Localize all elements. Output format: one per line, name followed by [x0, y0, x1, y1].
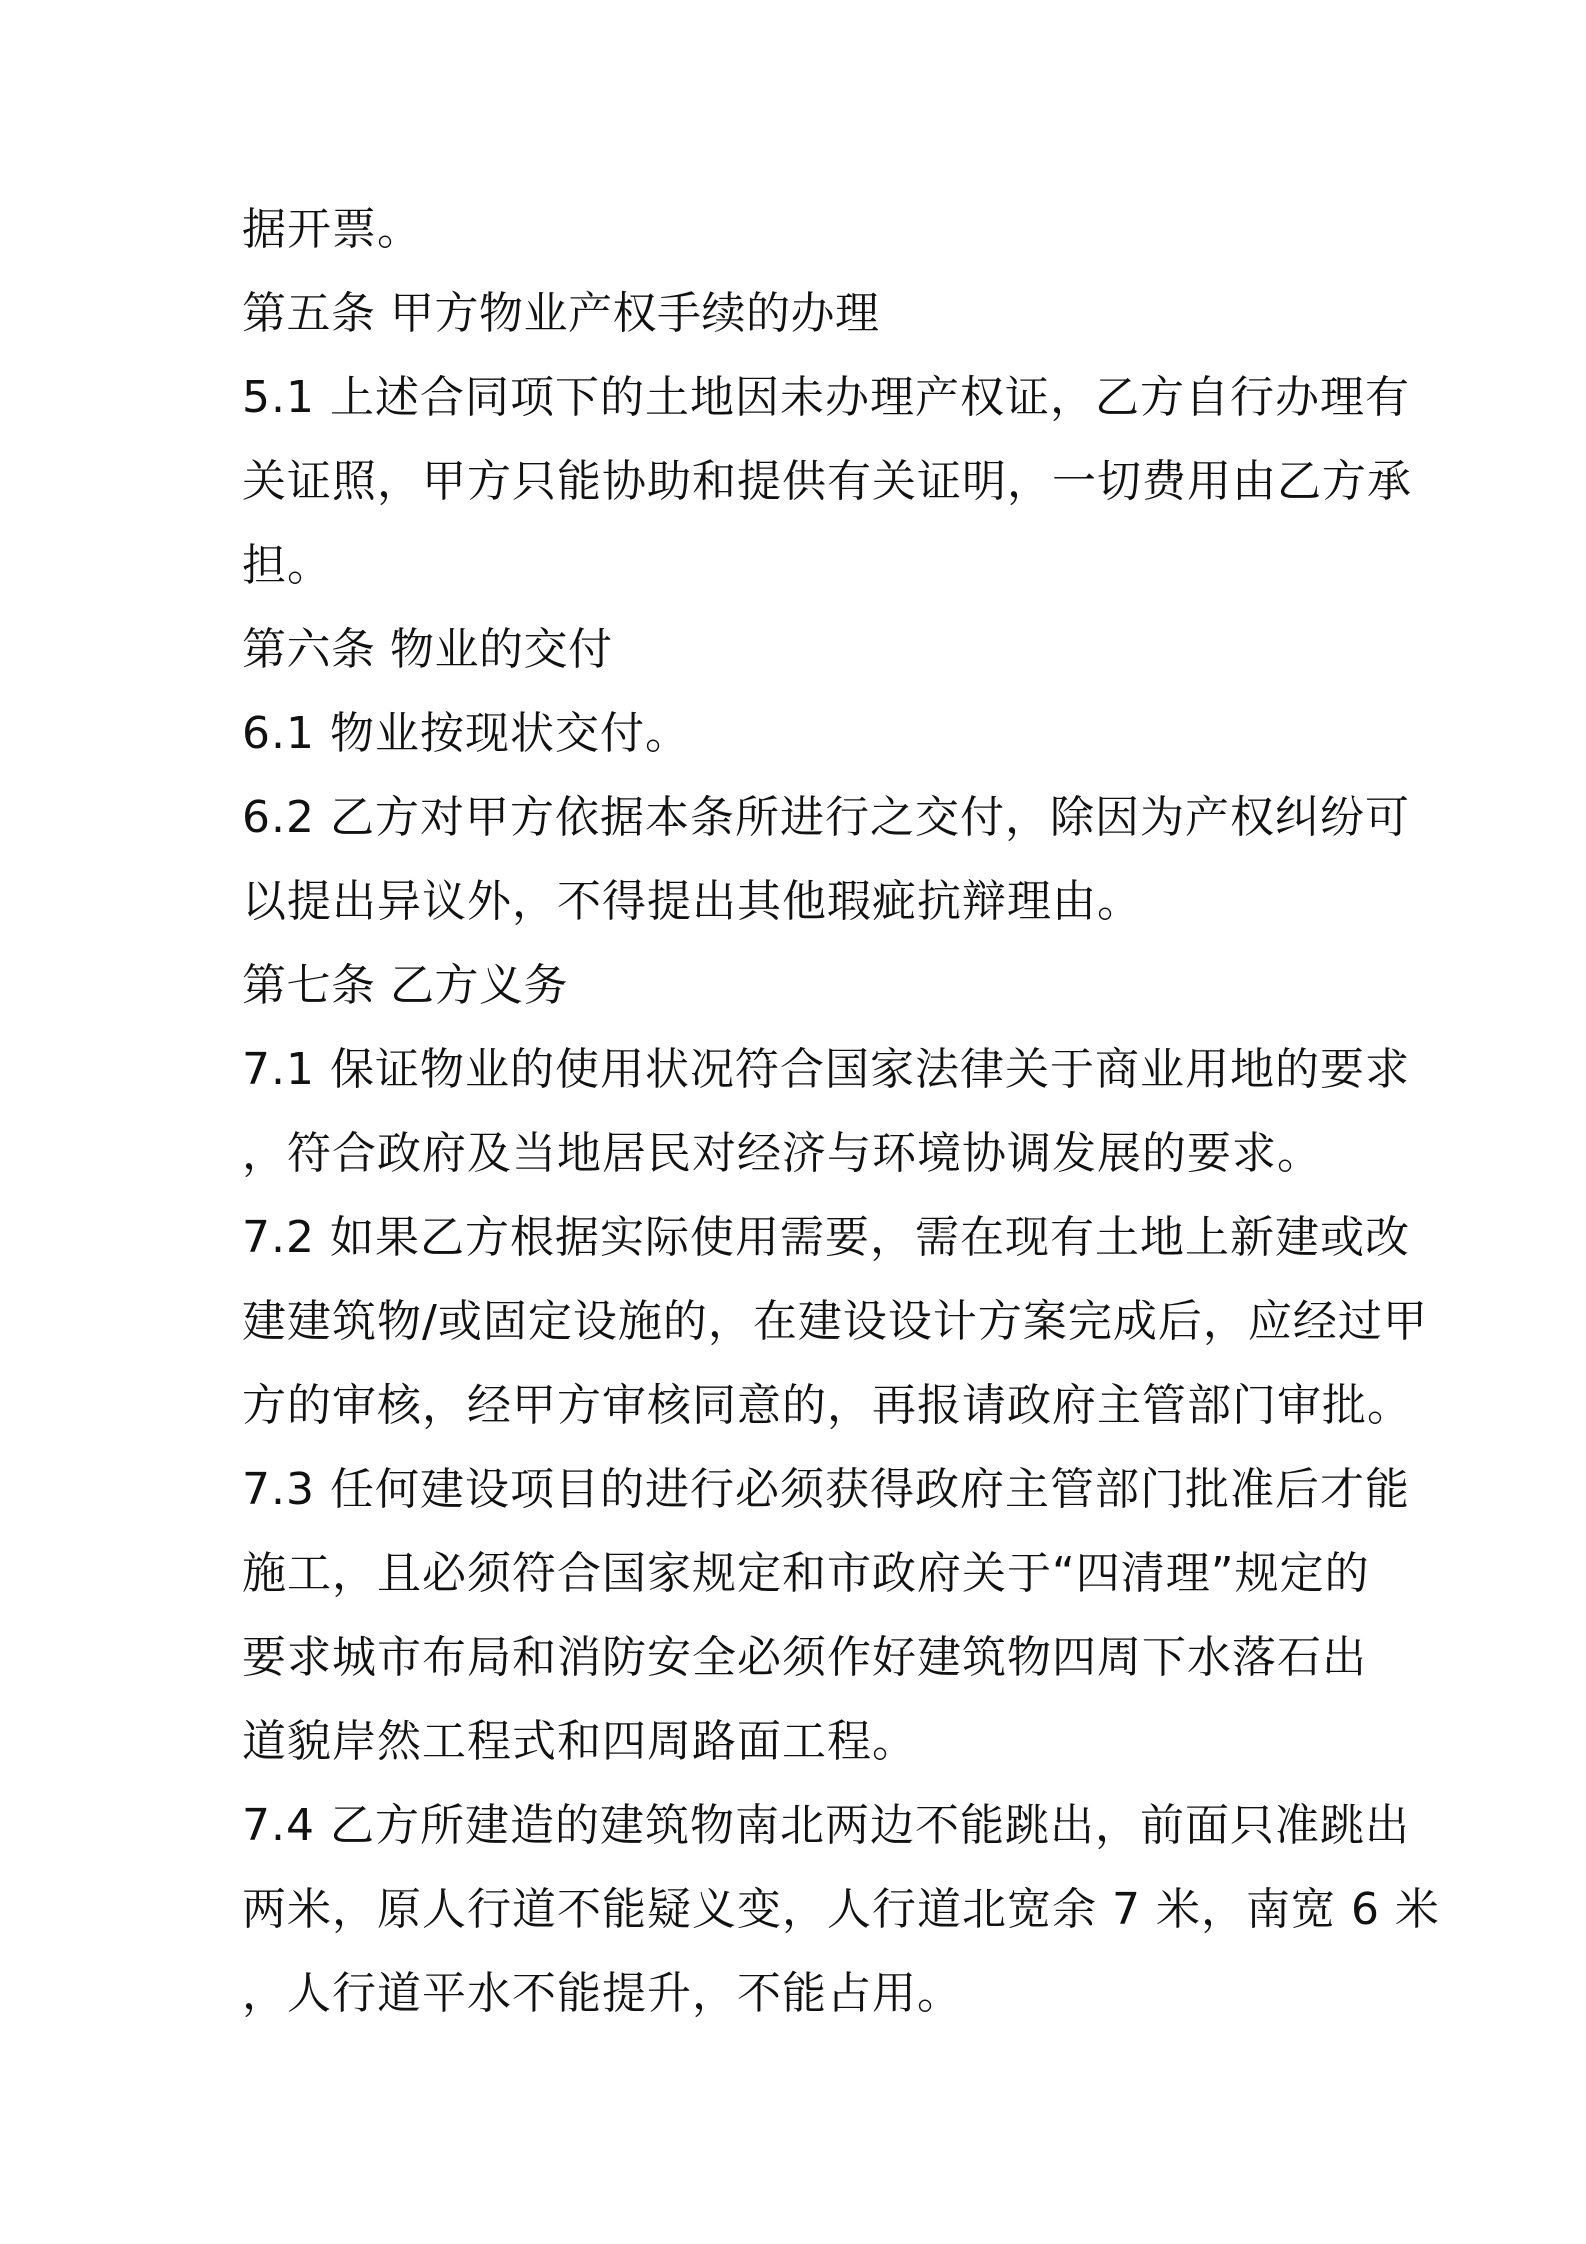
clause-7-3-line-3: 要求城市布局和消防安全必须作好建筑物四周下水落石出 — [242, 1632, 1367, 1683]
clause-6-2-line-2: 以提出异议外，不得提出其他瑕疵抗辩理由。 — [242, 876, 1142, 927]
clause-7-2-line-2: 建建筑物/或固定设施的，在建设设计方案完成后，应经过甲 — [242, 1296, 1428, 1347]
clause-7-3-line-2: 施工，且必须符合国家规定和市政府关于“四清理”规定的 — [242, 1548, 1370, 1599]
clause-7-1-line-1: 7.1 保证物业的使用状况符合国家法律关于商业用地的要求 — [242, 1044, 1410, 1095]
clause-5-1-line-1: 5.1 上述合同项下的土地因未办理产权证，乙方自行办理有 — [242, 372, 1410, 423]
clause-7-3-line-1: 7.3 任何建设项目的进行必须获得政府主管部门批准后才能 — [242, 1464, 1410, 1515]
clause-5-1-line-2: 关证照，甲方只能协助和提供有关证明，一切费用由乙方承 — [242, 456, 1412, 507]
clause-6-2-line-1: 6.2 乙方对甲方依据本条所进行之交付，除因为产权纠纷可 — [242, 792, 1410, 843]
document-body — [242, 188, 1440, 2036]
clause-7-1-line-2: ，符合政府及当地居民对经济与环境协调发展的要求。 — [242, 1128, 1322, 1179]
section-heading-6: 第六条 物业的交付 — [242, 624, 613, 675]
clause-7-3-line-4: 道貌岸然工程式和四周路面工程。 — [242, 1716, 917, 1767]
clause-7-2-line-3: 方的审核，经甲方审核同意的，再报请政府主管部门审批。 — [242, 1380, 1412, 1431]
clause-7-2-line-1: 7.2 如果乙方根据实际使用需要，需在现有土地上新建或改 — [242, 1212, 1410, 1263]
clause-6-1: 6.1 物业按现状交付。 — [242, 708, 690, 759]
section-heading-5: 第五条 甲方物业产权手续的办理 — [242, 288, 880, 339]
text-line-continuation: 据开票。 — [242, 204, 422, 255]
clause-7-4-line-1: 7.4 乙方所建造的建筑物南北两边不能跳出，前面只准跳出 — [242, 1800, 1410, 1851]
clause-7-4-line-3: ，人行道平水不能提升，不能占用。 — [242, 1968, 962, 2019]
clause-5-1-line-3: 担。 — [242, 540, 332, 591]
clause-7-4-line-2: 两米，原人行道不能疑义变，人行道北宽余 7 米，南宽 6 米 — [242, 1884, 1440, 1935]
section-heading-7: 第七条 乙方义务 — [242, 960, 568, 1011]
